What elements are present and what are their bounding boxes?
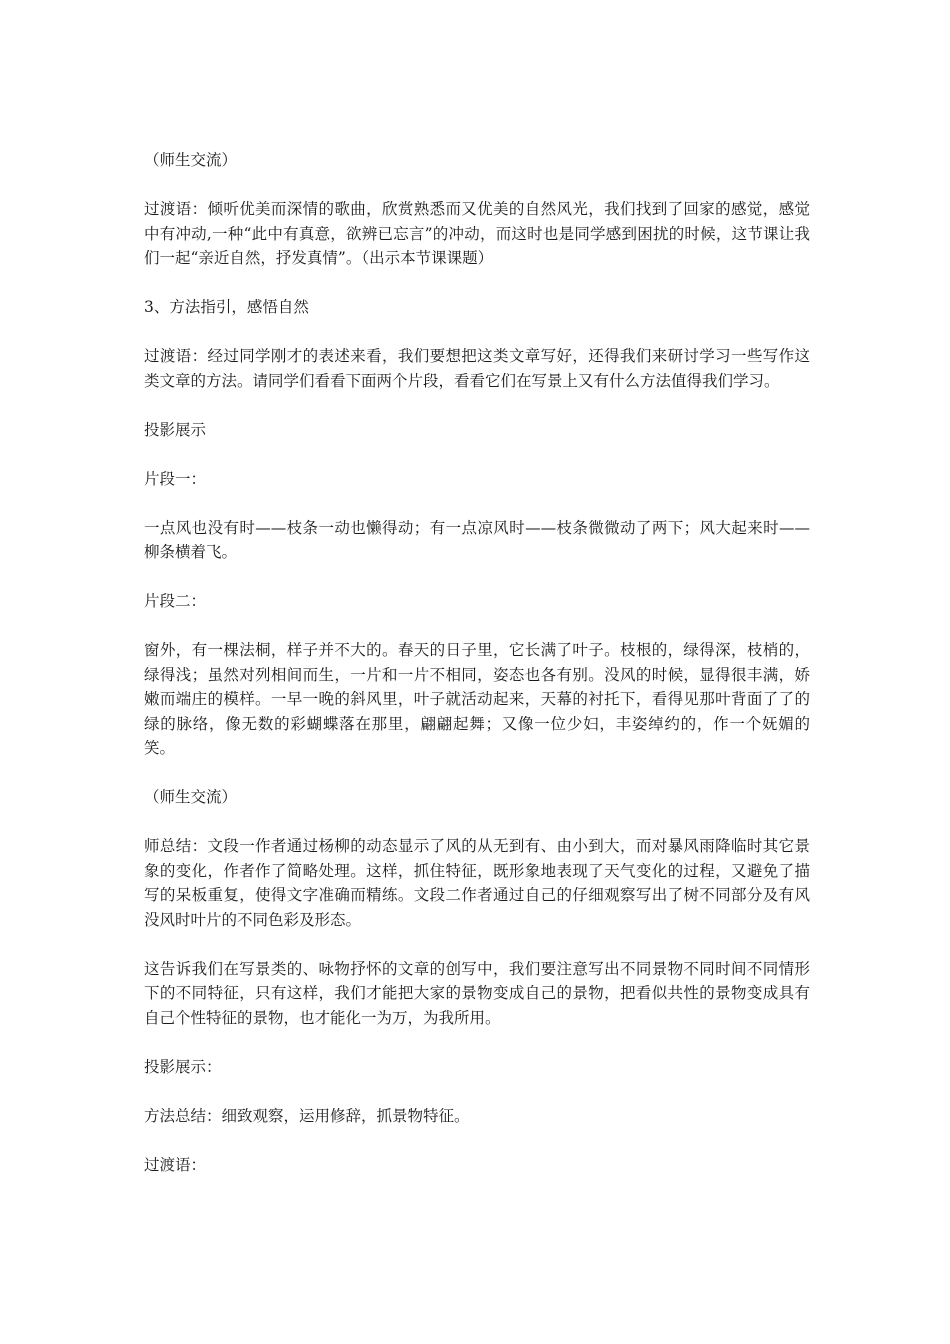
label-excerpt-one: 片段一： [144, 469, 207, 488]
paragraph-excerpt-one: 一点风也没有时——枝条一动也懒得动；有一点凉风时——枝条微微动了两下；风大起来时——柳条横着飞。 [144, 518, 810, 561]
paragraph-teacher-student-exchange-2: （师生交流） [144, 788, 238, 806]
paragraph-teacher-student-exchange: （师生交流） [144, 151, 238, 169]
label-projection-display: 投影展示 [144, 420, 207, 439]
paragraph-excerpt-two: 窗外，有一棵法桐，样子并不大的。春天的日子里，它长满了叶子。枝根的，绿得深，枝梢的，绿得浅；虽然对列相间而生，一片和一片不相同，姿态也各有别。没风的时候，显得很丰满，娇嫩而端庄的模样。一早一晚的斜风里，叶子就活动起来，天幕的衬托下，看得见那叶背面了了的绿的脉络，像无数的彩蝴蝶落在那里，翩翩起舞；又像一位少妇，丰姿绰约的，作一个妩媚的笑。 [144, 641, 810, 757]
paragraph-transition-intro: 过渡语：倾听优美而深情的歌曲，欣赏熟悉而又优美的自然风光，我们找到了回家的感觉，感觉中有冲动,一种“此中有真意，欲辨已忘言”的冲动，而这时也是同学感到困扰的时候，这节课让我们一起“亲近自然，抒发真情”。（出示本节课课题） [144, 200, 810, 267]
paragraph-method-summary: 方法总结：细致观察，运用修辞，抓景物特征。 [144, 1106, 470, 1125]
label-projection-display-2: 投影展示： [144, 1057, 222, 1076]
paragraph-teacher-summary: 师总结：文段一作者通过杨柳的动态显示了风的从无到有、由小到大，而对暴风雨降临时其它景象的变化，作者作了简略处理。这样，抓住特征，既形象地表现了天气变化的过程，又避免了描写的呆板重复，使得文字准确而精练。文段二作者通过自己的仔细观察写出了树不同部分及有风没风时叶片的不同色彩及形态。 [144, 837, 810, 929]
paragraph-transition-methods: 过渡语：经过同学刚才的表述来看，我们要想把这类文章写好，还得我们来研讨学习一些写作这类文章的方法。请同学们看看下面两个片段，看看它们在写景上又有什么方法值得我们学习。 [144, 347, 810, 390]
section-heading-method-guide: 3、方法指引，感悟自然 [144, 298, 309, 316]
label-excerpt-two: 片段二： [144, 592, 207, 610]
paragraph-lesson-takeaway: 这告诉我们在写景类的、咏物抒怀的文章的创写中，我们要注意写出不同景物不同时间不同情形下的不同特征，只有这样，我们才能把大家的景物变成自己的景物，把看似共性的景物变成具有自己个性特征的景物，也才能化一为万，为我所用。 [144, 959, 810, 1027]
document-body [144, 148, 810, 1202]
label-transition: 过渡语： [144, 1155, 207, 1174]
